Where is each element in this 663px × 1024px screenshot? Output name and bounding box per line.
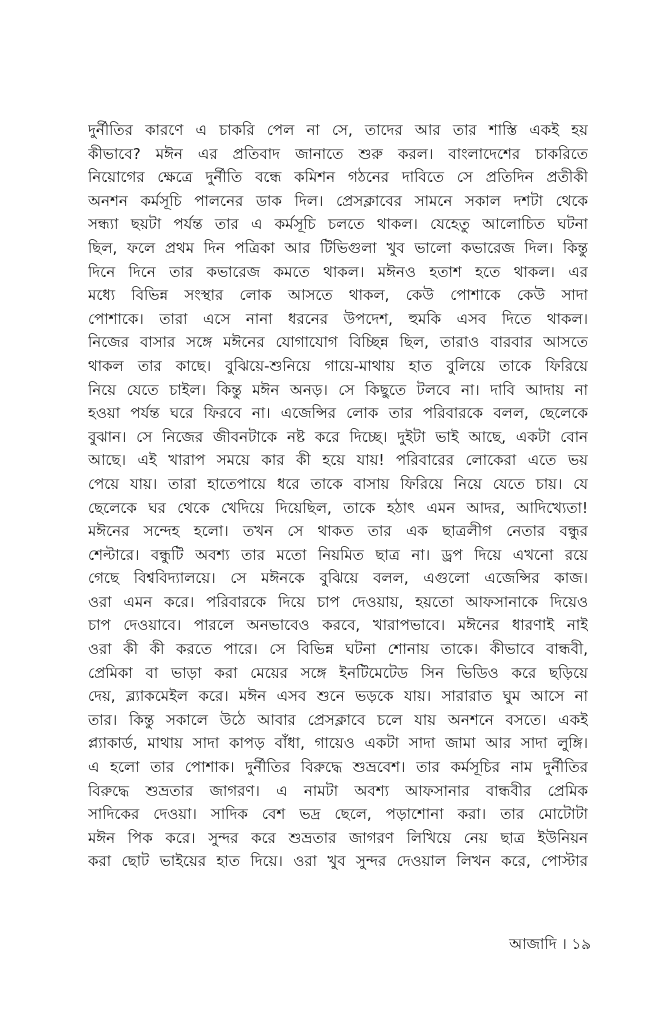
text-line: গেছে বিশ্ববিদ্যালয়ে। সে মঈনকে বুঝিয়ে বলল, এগুলো এজেন্সির কাজ। — [88, 569, 588, 588]
text-line: নিয়োগের ক্ষেত্রে দুর্নীতি বন্ধে কমিশন গঠনের দাবিতে সে প্রতিদিন প্রতীকী — [88, 168, 588, 187]
text-line: ওরা এমন করে। পরিবারকে দিয়ে চাপ দেওয়ায়, হয়তো আফসানাকে দিয়েও — [88, 592, 588, 611]
text-line: কীভাবে? মঈন এর প্রতিবাদ জানাতে শুরু করল। বাংলাদেশের চাকরিতে — [88, 144, 588, 163]
text-line: পোশাকে। তারা এসে নানা ধরনের উপদেশ, হুমকি এসব দিতে থাকল। — [88, 309, 588, 328]
text-line: মধ্যে বিভিন্ন সংস্থার লোক আসতে থাকল, কেউ পোশাকে কেউ সাদা — [88, 286, 588, 305]
page-number: ১৯ — [571, 935, 591, 953]
text-line: ছেলেকে ঘর থেকে খেদিয়ে দিয়েছিল, তাকে হঠাৎ এমন আদর, আদিখ্যেতা! — [88, 498, 588, 517]
text-line: মঈন পিক করে। সুন্দর করে শুভ্রতার জাগরণ লিখিয়ে নেয় ছাত্র ইউনিয়ন — [88, 828, 588, 847]
text-line: প্রেমিকা বা ভাড়া করা মেয়ের সঙ্গে ইনটিমেটেড সিন ভিডিও করে ছড়িয়ে — [88, 663, 588, 682]
text-line: থাকল তার কাছে। বুঝিয়ে-শুনিয়ে গায়ে-মাথায় হাত বুলিয়ে তাকে ফিরিয়ে — [88, 356, 588, 375]
text-line: বুঝান। সে নিজের জীবনটাকে নষ্ট করে দিচ্ছে। দুইটা ভাই আছে, একটা বোন — [88, 427, 588, 446]
text-line: প্ল্যাকার্ড, মাথায় সাদা কাপড় বাঁধা, গায়েও একটা সাদা জামা আর সাদা লুঙ্গি। — [88, 734, 588, 753]
text-line: নিজের বাসার সঙ্গে মঈনের যোগাযোগ বিচ্ছিন্ন ছিল, তারাও বারবার আসতে — [88, 333, 588, 352]
text-line: আছে। এই খারাপ সময়ে কার কী হয়ে যায়! পরিবারের লোকেরা এতে ভয় — [88, 451, 588, 470]
body-text — [88, 119, 588, 874]
text-line: দিনে দিনে তার কভারেজ কমতে থাকল। মঈনও হতাশ হতে থাকল। এর — [88, 262, 588, 281]
text-line: হওয়া পর্যন্ত ঘরে ফিরবে না। এজেন্সির লোক তার পরিবারকে বলল, ছেলেকে — [88, 404, 588, 423]
text-line: করা ছোট ভাইয়ের হাত দিয়ে। ওরা খুব সুন্দর দেওয়াল লিখন করে, পোস্টার — [88, 852, 588, 871]
text-line: দেয়, ব্ল্যাকমেইল করে। মঈন এসব শুনে ভড়কে যায়। সারারাত ঘুম আসে না — [88, 687, 588, 706]
text-line: নিয়ে যেতে চাইল। কিন্তু মঈন অনড়। সে কিছুতে টলবে না। দাবি আদায় না — [88, 380, 588, 399]
text-line: বিরুদ্ধে শুভ্রতার জাগরণ। এ নামটা অবশ্য আফসানার বান্ধবীর প্রেমিক — [88, 781, 588, 800]
text-line: পেয়ে যায়। তারা হাতেপায়ে ধরে তাকে বাসায় ফিরিয়ে নিয়ে যেতে চায়। যে — [88, 474, 588, 493]
text-line: ওরা কী কী করতে পারে। সে বিভিন্ন ঘটনা শোনায় তাকে। কীভাবে বান্ধবী, — [88, 640, 588, 659]
text-line: ছিল, ফলে প্রথম দিন পত্রিকা আর টিভিগুলা খুব ভালো কভারেজ দিল। কিন্তু — [88, 238, 588, 257]
text-line: মঈনের সন্দেহ হলো। তখন সে থাকত তার এক ছাত্রলীগ নেতার বন্ধুর — [88, 522, 588, 541]
text-line: অনশন কর্মসূচি পালনের ডাক দিল। প্রেসক্লাবের সামনে সকাল দশটা থেকে — [88, 191, 588, 210]
text-line: এ হলো তার পোশাক। দুর্নীতির বিরুদ্ধে শুভ্রবেশ। তার কর্মসূচির নাম দুর্নীতির — [88, 758, 588, 777]
text-line: চাপ দেওয়াবে। পারলে অনভাবেও করবে, খারাপভাবে। মঈনের ধারণাই নাই — [88, 616, 588, 635]
running-title: আজাদি — [509, 935, 557, 953]
text-line: শেল্টারে। বন্ধুটি অবশ্য তার মতো নিয়মিত ছাত্র না। ড্রপ দিয়ে এখনো রয়ে — [88, 545, 588, 564]
page-footer — [509, 932, 591, 956]
text-line: দুর্নীতির কারণে এ চাকরি পেল না সে, তাদের আর তার শাস্তি একই হয় — [88, 121, 588, 139]
text-line: তার। কিন্তু সকালে উঠে আবার প্রেসক্লাবে চলে যায় অনশনে বসতে। একই — [88, 710, 588, 729]
text-line: সাদিকের দেওয়া। সাদিক বেশ ভদ্র ছেলে, পড়াশোনা করা। তার মোটোটা — [88, 805, 588, 824]
text-line: সন্ধ্যা ছয়টা পর্যন্ত তার এ কর্মসূচি চলতে থাকল। যেহেতু আলোচিত ঘটনা — [88, 215, 588, 234]
footer-separator: । — [561, 935, 567, 953]
